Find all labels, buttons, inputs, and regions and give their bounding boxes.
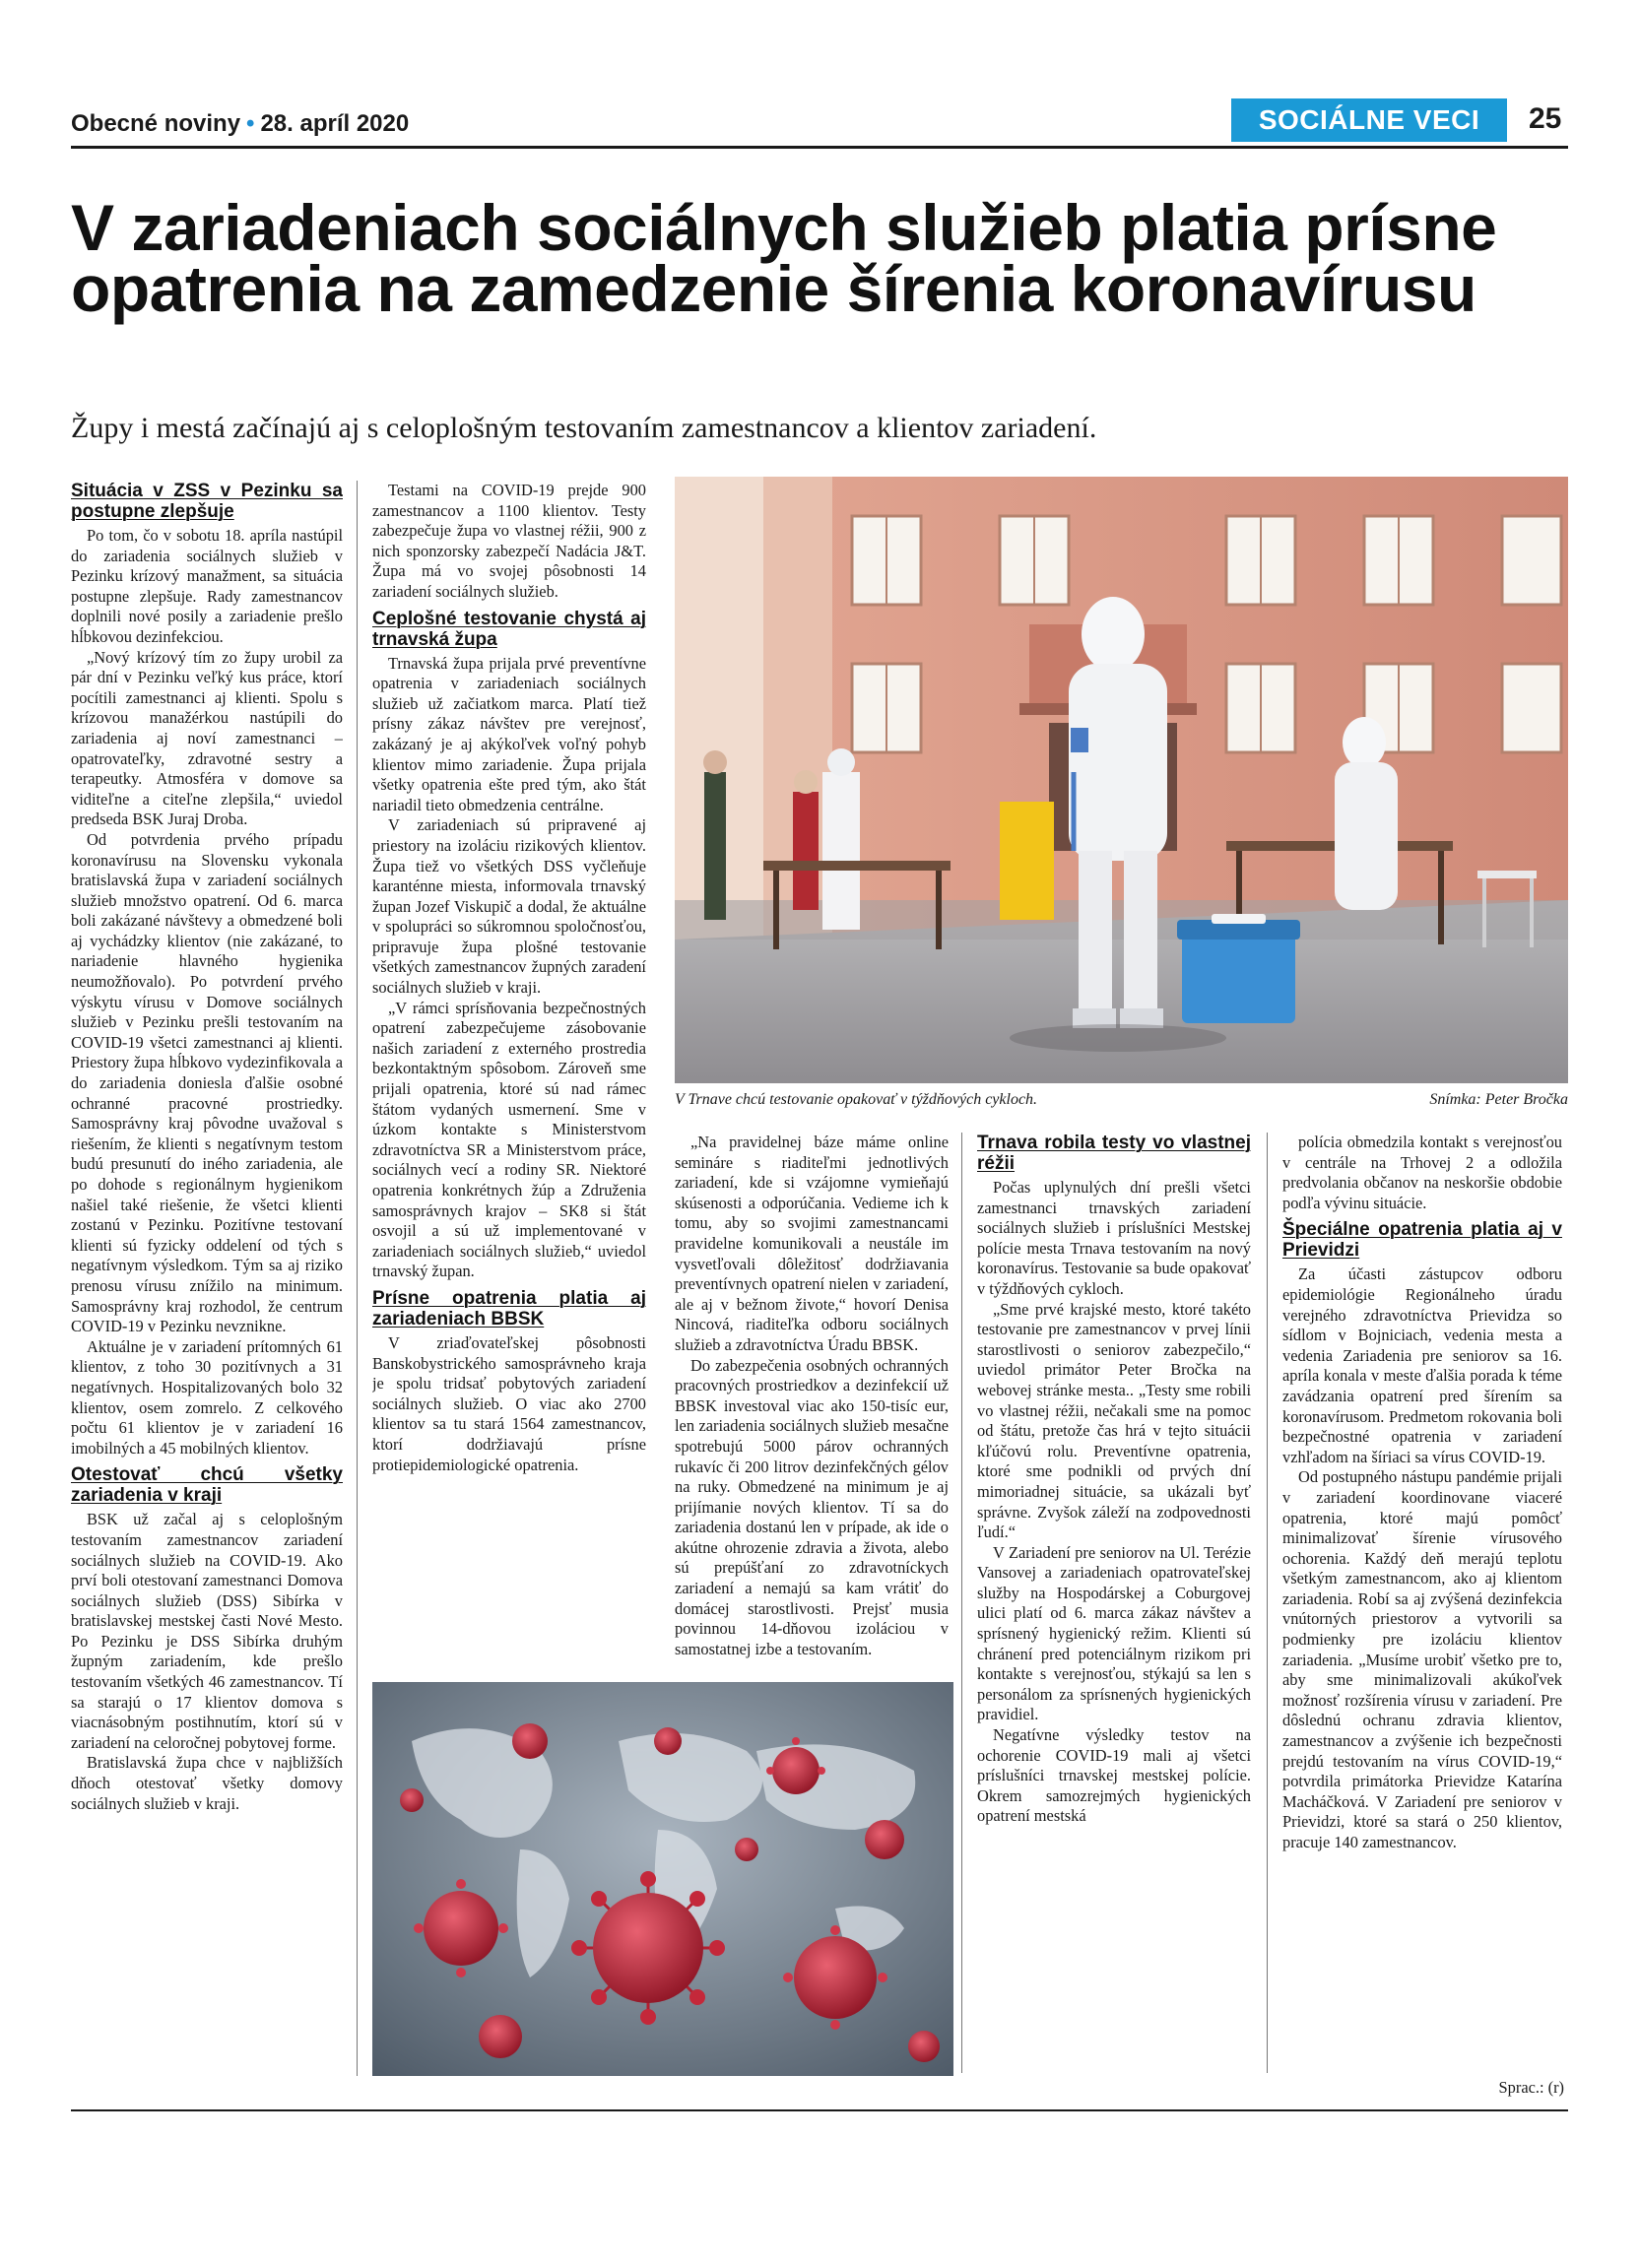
paragraph: „Sme prvé krajské mesto, ktoré takéto testovanie pre zamestnancov v prvej línii starostlivosti o seniorov zabezpečilo,“ uviedol primátor Peter Bročka na webovej stránke mesta.. „Testy sme robili vo vlastnej réžii, nečakali sme na pomoc od štátu, pretože čas hrá v tejto situácii kľúčovú rolu. Preventívne opatrenia, ktoré sme podnikli od prvých dní mimoriadnej situácie, sa ukázali byť správne. Zvyšok záleží na zodpovednosti ľudí.“ — [977, 1299, 1251, 1542]
article-column-1 — [71, 481, 343, 2076]
article-subheadline: Župy i mestá začínajú aj s celoplošným testovaním zamestnancov a klientov zariadení. — [71, 412, 1097, 444]
paragraph: „Na pravidelnej báze máme online semináre s riaditeľmi jednotlivých zariadení, kde si vzájomne vymieňajú skúsenosti a odporúčania. Vedieme ich k tomu, aby so svojimi zamestnancami pravidelne komunikovali a neustále im vysvetľovali dôležitosť dodržiavania preventívnych opatrení nielen v zariadení, ale aj v bežnom živote,“ hovorí Denisa Nincová, riaditeľka odboru sociálnych služieb a zdravotníctva Úradu BBSK. — [675, 1133, 949, 1354]
photo-caption-row — [675, 1091, 1568, 1109]
paragraph: Bratislavská župa chce v najbližších dňoch otestovať všetky domovy sociálnych služieb v kraji. — [71, 1753, 343, 1813]
paragraph: Testami na COVID-19 prejde 900 zamestnancov a 1100 klientov. Testy zabezpečuje župa vo vlastnej réžii, 900 z nich sponzorsky zabezpečí Nadácia J&T. Župa má vo svojej pôsobnosti 14 zariadení sociálnych služieb. — [372, 481, 646, 601]
paragraph: Negatívne výsledky testov na ochorenie COVID-19 mali aj všetci príslušníci trnavskej mestskej polície. Okrem samozrejmých hygienických opatrení mestská — [977, 1725, 1251, 1826]
section-heading: Špeciálne opatrenia platia aj v Prievidzi — [1282, 1219, 1562, 1262]
photo-credit: Snímka: Peter Bročka — [1429, 1091, 1568, 1108]
paragraph: V Zariadení pre seniorov na Ul. Terézie Vansovej a zariadeniach opatrovateľskej služby na Hospodárskej a Coburgovej ulici platí od 6. marca zákaz návštev a sprísnený hygienický režim. Klienti sú chránení pred potenciálnym rizikom pri kontakte s verejnosťou, stýkajú sa len s personálom za sprísnených hygienických pravidiel. — [977, 1542, 1251, 1724]
article-photo — [675, 477, 1568, 1083]
paragraph: Za účasti zástupcov odboru epidemiológie Regionálneho úradu verejného zdravotníctva Prievidza so sídlom v Bojniciach, vedenia mesta a vedenia Zariadenia pre seniorov sa 16. apríla konala v meste ďalšia porada k téme zavádzania opatrení pred šírením sa koronavírusom. Predmetom rokovania boli bezpečnostné opatrenia v zariadení vzhľadom na šíriaci sa vírus COVID-19. — [1282, 1264, 1562, 1466]
header-rule — [71, 146, 1568, 149]
testing-scene-illustration — [675, 477, 1568, 1083]
paragraph: Od potvrdenia prvého prípadu koronavírusu na Slovensku vykonala bratislavská župa v zariadení sociálnych služieb množstvo opatrení. Od 6. marca boli zakázané návštevy a obmedzené boli aj vychádzky klientov (nie zakázané, to nariadenie hlavného hygienika neumožňovalo). Po potvrdení prvého výskytu vírusu v Domove sociálnych služieb v Pezinku prešli testovaním na COVID-19 všetci zamestnanci aj klienti. Priestory župa hĺbkovo vydezinfikovala a do zariadenia doniesla ďalšie osobné ochranné pracovné prostriedky. Samosprávny kraj pôvodne uvažoval s riešením, že klienti s negatívnym testom budú presunutí do iného zariadenia, ale po dohode s regionálnym hygienikom našiel také riešenie, že všetci klienti zostanú v Pezinku. Pozitívne testovaní klienti sú fyzicky oddelení od tých s negatívnym výsledkom. Tým sa aj riziko prenosu vírusu znížilo na minimum. Samosprávny kraj rozhodol, že centrum COVID-19 v Pezinku nevznikne. — [71, 829, 343, 1336]
separator-dot: • — [246, 110, 255, 137]
section-heading: Situácia v ZSS v Pezinku sa postupne zlepšuje — [71, 481, 343, 522]
footer-rule — [71, 2109, 1568, 2111]
column-divider — [961, 1133, 962, 2073]
paragraph: Počas uplynulých dní prešli všetci zamestnanci trnavských zariadení sociálnych služieb i príslušníci Mestskej polície mesta Trnava testovaním na nový koronavírus. Testovanie sa bude opakovať v týždňových cykloch. — [977, 1178, 1251, 1298]
article-byline: Sprac.: (r) — [1498, 2078, 1564, 2097]
paragraph: Trnavská župa prijala prvé preventívne opatrenia v zariadeniach sociálnych služieb už začiatkom marca. Platí tiež prísny zákaz návštev pre verejnosť, zakázaný je aj akýkoľvek voľný pohyb klientov mimo zariadenie. Župa prijala všetky opatrenia ešte pred tým, ako štát nariadil tieto obmedzenia centrálne. — [372, 653, 646, 814]
paragraph: Do zabezpečenia osobných ochranných pracovných prostriedkov a dezinfekcií už BBSK investoval viac ako 150-tisíc eur, len zariadenia sociálnych služieb mesačne spotrebujú 5000 párov ochranných rukavíc či 200 litrov dezinfekčných gélov na ruky. Obmedzené na minimum je aj prijímanie nových klientov. Tí sa do zariadenia dostanú len v prípade, ak ide o akútne ohrozenie zdravia a života, alebo sú prepúšťaní zo zdravotníckych zariadení a nemajú sa kam vrátiť do domácej starostlivosti. Prejsť musia povinnou 14-dňovou izoláciou v samostatnej izbe a testovaním. — [675, 1355, 949, 1658]
paragraph: Po tom, čo v sobotu 18. apríla nastúpil do zariadenia sociálnych služieb v Pezinku krízový manažment, sa situácia postupne zlepšuje. Rady zamestnancov doplnili nové posily a zariadenie prešlo hĺbkovou dezinfekciou. — [71, 526, 343, 646]
article-column-4 — [977, 1133, 1251, 2073]
paragraph: V zriaďovateľskej pôsobnosti Banskobystrického samosprávneho kraja je spolu tridsať pobytových zariadení sociálnych služieb. O viac ako 2700 klientov sa tu stará 1564 zamestnancov, ktorí dodržiavajú prísne protiepidemiologické opatrenia. — [372, 1332, 646, 1474]
photo-caption: V Trnave chcú testovanie opakovať v týždňových cykloch. — [675, 1091, 1038, 1108]
page-number: 25 — [1529, 102, 1562, 135]
paragraph: polícia obmedzila kontakt s verejnosťou v centrále na Trhovej 2 a odložila predvolania občanov na neskoršie obdobie podľa vývinu situácie. — [1282, 1133, 1562, 1212]
paragraph: Aktuálne je v zariadení prítomných 61 klientov, z toho 30 pozitívnych a 31 negatívnych. Hospitalizovaných bolo 32 klientov, osem zomrelo. Z celkového počtu 61 klientov je v zariadení 16 imobilných a 45 mobilných klientov. — [71, 1336, 343, 1458]
paragraph: „Nový krízový tím zo župy urobil za pár dní v Pezinku veľký kus práce, ktorí pocítili zamestnanci aj klienti. Spolu s krízovou manažérkou nastúpili do zariadenia aj noví zamestnanci – opatrovateľky, zdravotné sestry a terapeutky. Atmosféra v domove sa viditeľne a citeľne zlepšila,“ uviedol predseda BSK Juraj Droba. — [71, 647, 343, 829]
section-heading: Otestovať chcú všetky zariadenia v kraji — [71, 1464, 343, 1507]
column-divider — [357, 481, 358, 2076]
section-heading: Prísne opatrenia platia aj zariadeniach BBSK — [372, 1287, 646, 1329]
section-heading: Ceplošné testovanie chystá aj trnavská župa — [372, 608, 646, 650]
paragraph: BSK už začal aj s celoplošným testovaním zamestnancov zariadení sociálnych služieb na COVID-19. Ako prví boli otestovaní zamestnanci Domova sociálnych služieb (DSS) Sibírka v bratislavskej mestskej časti Nové Mesto. Po Pezinku je DSS Sibírka druhým župným zariadením, kde prešlo testovaním všetkých 46 zamestnancov. Tí sa starajú o 17 klientov domova s viacnásobným postihnutím, ktorí sú v zariadení na celoročnej pobytovej forme. — [71, 1510, 343, 1752]
section-heading: Trnava robila testy vo vlastnej réžii — [977, 1133, 1251, 1174]
section-badge: SOCIÁLNE VECI — [1231, 98, 1507, 142]
publication-date: 28. apríl 2020 — [260, 110, 410, 137]
column-divider — [1267, 1133, 1268, 2073]
paragraph: Od postupného nástupu pandémie prijali v zariadení koordinovane viaceré opatrenia, ktoré majú pomôcť minimalizovať šírenie vírusového ochorenia. Každý deň merajú teplotu všetkým zamestnancom, ako aj klientom zariadenia. Robí sa aj zvýšená dezinfekcia vnútorných priestorov a vytvorili sa podmienky pre izoláciu klientov zariadenia. „Musíme urobiť všetko pre to, aby sme minimalizovali akúkoľvek možnosť rozšírenia vírusu v zariadení. Pre dôslednú ochranu zdravia klientov, zamestnancov a zvýšenie ich bezpečnosti prejdú testovaním na vírus COVID-19,“ potvrdila primátorka Prievidze Katarína Macháčková. V Zariadení pre seniorov v Prievidzi, ktoré sa stará o 250 klientov, pracuje 140 zamestnancov. — [1282, 1467, 1562, 1851]
publication-header — [71, 110, 409, 138]
article-column-3 — [675, 1133, 949, 2073]
article-column-2 — [372, 481, 646, 1666]
publication-name: Obecné noviny — [71, 110, 241, 137]
paragraph: V zariadeniach sú pripravené aj priestory na izoláciu rizikových klientov. Župa tiež vo všetkých DSS vyčleňuje karanténne miesta, informovala trnavský župan Jozef Viskupič a dodal, že aktuálne v spolupráci so súkromnou spoločnosťou, pripravuje župa plošné testovanie všetkých zamestnancov župných zaradení sociálnych služieb v kraji. — [372, 815, 646, 998]
article-column-5 — [1282, 1133, 1562, 2073]
article-headline: V zariadeniach sociálnych služieb platia prísne opatrenia na zamedzenie šírenia koronavírusu — [71, 191, 1497, 325]
paragraph: „V rámci sprísňovania bezpečnostných opatrení zabezpečujeme zásobovanie našich zariadení z externého prostredia bezkontaktným spôsobom. Zároveň sme prijali opatrenia, ktoré sú nad rámec štátom vydaných usmernení. Sme v úzkom kontakte s Ministerstvom zdravotníctva SR a Ministerstvom práce, sociálnych vecí a rodiny SR. Niektoré opatrenia konkrétnych žúp a Združenia samosprávnych krajov – SK8 si štát osvojil a sú už implementované v zariadeniach sociálnych služieb,“ uviedol trnavský župan. — [372, 998, 646, 1281]
